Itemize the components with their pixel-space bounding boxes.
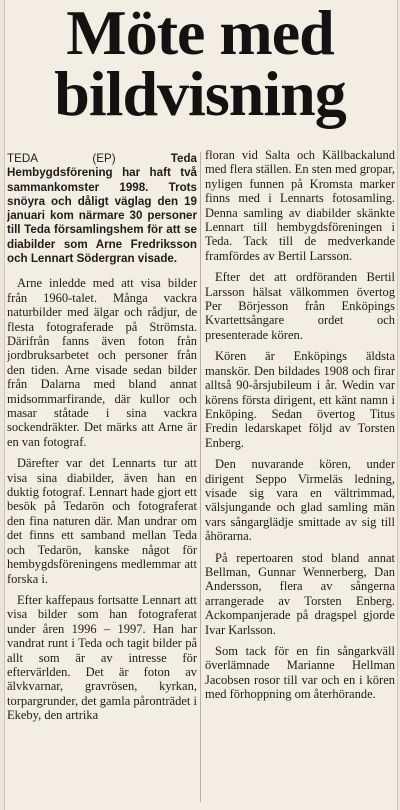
headline <box>0 0 400 129</box>
paragraph: Efter det att ordföranden Bertil Larsson hälsat välkommen övertog Per Börjesson från Enköpings Kvartettsångare ordet och presenterade kören. <box>205 270 395 342</box>
headline-line-2: bildvisning <box>54 58 346 129</box>
left-column <box>7 152 197 802</box>
paragraph: Som tack för en fin sångarkväll överlämnade Marianne Hellman Jacobsen rosor till var och en i kören med förhoppning om återhörande. <box>205 644 395 702</box>
paragraph: Därefter var det Lennarts tur att visa sina diabilder, även han en duktig fotograf. Lennart hade gjort ett besök på Tedarön och fotograferat den fina naturen där. Man undrar om det finns ett samband mellan Teda och Tedarön, kanske något för hembygdsföreningens medlemmar att forska i. <box>7 456 197 586</box>
byline: TEDA (EP) <box>7 152 116 165</box>
paragraph: Efter kaffepaus fortsatte Lennart att visa bilder som han fotograferat under åren 1996 – 1997. Han har vandrat runt i Teda och tagit bilder på allt som är av intresse för eftervärlden. Det är foton av älvkvarnar, gravrösen, kyrkan, torpargrunder, det gamla påronträdet i Ekeby, den artrika <box>7 592 197 723</box>
ingress <box>7 152 197 266</box>
paragraph: Arne inledde med att visa bilder från 1960-talet. Många vackra naturbilder med älgar och rådjur, de flesta fotograferade på Strömsta. Därifrån fanns även foton från jordbruksarbetet och personer från den tiden. Arne visade sedan bilder från Dalarna med bland annat midsommarfirande, där kullor och masar ståtade i sina vackra sockendräkter. Det märks att Arne är en van fotograf. <box>7 276 197 449</box>
paragraph: På repertoaren stod bland annat Bellman, Gunnar Wennerberg, Dan Andersson, flera av sångerna arrangerade av Torsten Enberg. Ackompanjerade på dragspel gjorde Ivar Karlsson. <box>205 550 395 637</box>
column-divider <box>200 152 201 802</box>
paragraph: floran vid Salta och Källbackalund med flera ställen. En sten med gropar, nyligen funnen på Kromsta marker finns med i Lennarts fotosamling. Denna samling av diabilder skänkte Lennart till hembygdsföreningen i Teda. Tack till de medverkande framfördes av Bertil Larsson. <box>205 148 395 263</box>
headline-line-1: Möte med <box>66 0 334 68</box>
right-column <box>205 148 395 798</box>
ingress-text: Teda Hembygdsförening har haft två sammankomster 1998. Trots snöyra och dåligt väglag den 19 januari kom närmare 30 personer till Teda församlingshem för att se diabilder som Arne Fredriksson och Lennart Södergran visade. <box>7 152 197 266</box>
paragraph: Kören är Enköpings äldsta manskör. Den bildades 1908 och firar alltså 90-årsjubileum i år. Wedin var körens första dirigent, ett känt namn i Enköping. Sedan övertog Titus Fredin ledarskapet följd av Torsten Enberg. <box>205 349 395 450</box>
paragraph: Den nuvarande kören, under dirigent Seppo Virmeläs ledning, visade sig vara en vältrimmad, välsjungande och glad samling män vars sångarglädje smittade av sig till åhörarna. <box>205 457 395 544</box>
